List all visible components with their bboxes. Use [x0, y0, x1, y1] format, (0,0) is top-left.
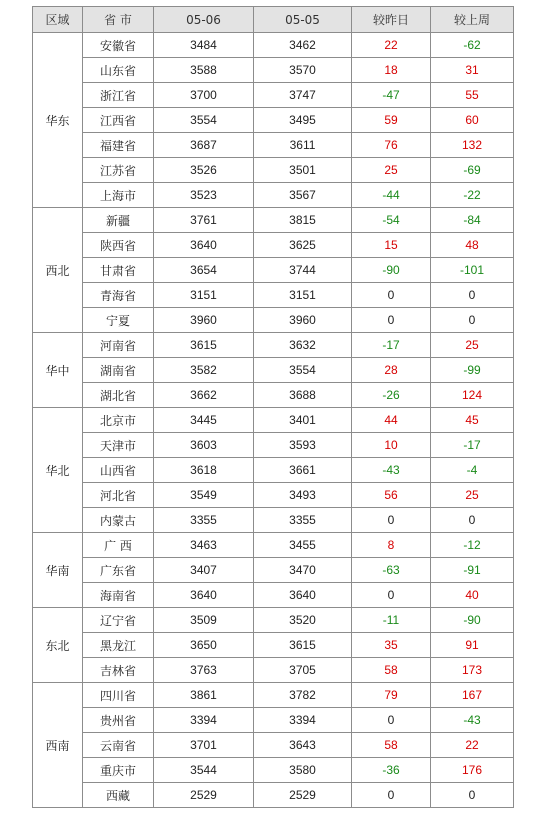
province-cell: 重庆市: [83, 758, 154, 783]
province-cell: 云南省: [83, 733, 154, 758]
vs-yesterday-cell: 44: [352, 408, 431, 433]
vs-yesterday-cell: -36: [352, 758, 431, 783]
vs-yesterday-cell: -47: [352, 83, 431, 108]
vs-last-week-cell: 45: [431, 408, 514, 433]
price-0505-cell: 3493: [254, 483, 352, 508]
price-0506-cell: 3861: [154, 683, 254, 708]
table-header: [33, 7, 514, 33]
vs-yesterday-cell: -26: [352, 383, 431, 408]
vs-yesterday-cell: 25: [352, 158, 431, 183]
vs-last-week-cell: 176: [431, 758, 514, 783]
table-row: [33, 608, 514, 633]
price-0506-cell: 3582: [154, 358, 254, 383]
price-0505-cell: 3462: [254, 33, 352, 58]
province-cell: 江西省: [83, 108, 154, 133]
vs-yesterday-cell: -11: [352, 608, 431, 633]
region-cell: 华北: [33, 408, 83, 533]
table-row: [33, 233, 514, 258]
province-cell: 黑龙江: [83, 633, 154, 658]
price-0505-cell: 3501: [254, 158, 352, 183]
vs-last-week-cell: 22: [431, 733, 514, 758]
province-cell: 青海省: [83, 283, 154, 308]
price-0505-cell: 3567: [254, 183, 352, 208]
price-0506-cell: 3960: [154, 308, 254, 333]
table-row: [33, 158, 514, 183]
table-row: [33, 33, 514, 58]
price-0506-cell: 3588: [154, 58, 254, 83]
price-0505-cell: 3661: [254, 458, 352, 483]
province-cell: 内蒙古: [83, 508, 154, 533]
price-0505-cell: 3705: [254, 658, 352, 683]
table-row: [33, 408, 514, 433]
province-cell: 广 西: [83, 533, 154, 558]
price-0506-cell: 3151: [154, 283, 254, 308]
price-0505-cell: 3611: [254, 133, 352, 158]
table-row: [33, 733, 514, 758]
price-0505-cell: 3151: [254, 283, 352, 308]
price-0505-cell: 3554: [254, 358, 352, 383]
price-0506-cell: 3603: [154, 433, 254, 458]
vs-yesterday-cell: 18: [352, 58, 431, 83]
vs-yesterday-cell: 15: [352, 233, 431, 258]
table-row: [33, 283, 514, 308]
vs-yesterday-cell: 0: [352, 783, 431, 808]
vs-yesterday-cell: -44: [352, 183, 431, 208]
vs-yesterday-cell: 76: [352, 133, 431, 158]
price-0506-cell: 3662: [154, 383, 254, 408]
vs-last-week-cell: 25: [431, 483, 514, 508]
region-cell: 西北: [33, 208, 83, 333]
vs-last-week-cell: -12: [431, 533, 514, 558]
vs-last-week-cell: 167: [431, 683, 514, 708]
price-0506-cell: 3509: [154, 608, 254, 633]
price-0506-cell: 3618: [154, 458, 254, 483]
region-cell: 东北: [33, 608, 83, 683]
table-row: [33, 108, 514, 133]
table-row: [33, 483, 514, 508]
price-0505-cell: 3625: [254, 233, 352, 258]
price-0505-cell: 3520: [254, 608, 352, 633]
price-0505-cell: 3744: [254, 258, 352, 283]
price-0506-cell: 3615: [154, 333, 254, 358]
table-row: [33, 533, 514, 558]
province-cell: 广东省: [83, 558, 154, 583]
header-province: 省 市: [83, 7, 154, 33]
price-0506-cell: 3549: [154, 483, 254, 508]
table-row: [33, 658, 514, 683]
vs-last-week-cell: 55: [431, 83, 514, 108]
vs-last-week-cell: -91: [431, 558, 514, 583]
province-cell: 山西省: [83, 458, 154, 483]
province-cell: 上海市: [83, 183, 154, 208]
price-0505-cell: 3580: [254, 758, 352, 783]
province-cell: 新疆: [83, 208, 154, 233]
province-cell: 湖南省: [83, 358, 154, 383]
table-row: [33, 208, 514, 233]
price-0506-cell: 3523: [154, 183, 254, 208]
vs-yesterday-cell: 0: [352, 283, 431, 308]
vs-last-week-cell: 31: [431, 58, 514, 83]
table-row: [33, 58, 514, 83]
vs-last-week-cell: -99: [431, 358, 514, 383]
vs-yesterday-cell: -43: [352, 458, 431, 483]
vs-yesterday-cell: 58: [352, 658, 431, 683]
province-cell: 河北省: [83, 483, 154, 508]
price-0506-cell: 3526: [154, 158, 254, 183]
province-cell: 湖北省: [83, 383, 154, 408]
vs-last-week-cell: 40: [431, 583, 514, 608]
header-row: [33, 7, 514, 33]
price-0505-cell: 3615: [254, 633, 352, 658]
vs-yesterday-cell: 10: [352, 433, 431, 458]
price-0506-cell: 3654: [154, 258, 254, 283]
vs-yesterday-cell: 22: [352, 33, 431, 58]
vs-yesterday-cell: 79: [352, 683, 431, 708]
header-vs-yesterday: 较昨日: [352, 7, 431, 33]
price-0505-cell: 3632: [254, 333, 352, 358]
header-date-0506: 05-06: [154, 7, 254, 33]
vs-last-week-cell: 132: [431, 133, 514, 158]
province-cell: 河南省: [83, 333, 154, 358]
province-cell: 辽宁省: [83, 608, 154, 633]
vs-last-week-cell: 0: [431, 783, 514, 808]
price-0505-cell: 3394: [254, 708, 352, 733]
vs-last-week-cell: -4: [431, 458, 514, 483]
price-0505-cell: 3470: [254, 558, 352, 583]
price-0506-cell: 3394: [154, 708, 254, 733]
price-0505-cell: 3401: [254, 408, 352, 433]
price-0505-cell: 3747: [254, 83, 352, 108]
vs-yesterday-cell: 59: [352, 108, 431, 133]
vs-yesterday-cell: 0: [352, 708, 431, 733]
price-0505-cell: 3495: [254, 108, 352, 133]
table-row: [33, 758, 514, 783]
province-cell: 甘肃省: [83, 258, 154, 283]
table-row: [33, 258, 514, 283]
vs-yesterday-cell: -17: [352, 333, 431, 358]
vs-last-week-cell: -101: [431, 258, 514, 283]
province-cell: 江苏省: [83, 158, 154, 183]
price-0505-cell: 3640: [254, 583, 352, 608]
price-table: [32, 6, 514, 808]
table-row: [33, 783, 514, 808]
price-0506-cell: 3407: [154, 558, 254, 583]
price-0505-cell: 3355: [254, 508, 352, 533]
vs-yesterday-cell: 0: [352, 508, 431, 533]
table-row: [33, 558, 514, 583]
price-0505-cell: 3688: [254, 383, 352, 408]
price-0506-cell: 3355: [154, 508, 254, 533]
vs-last-week-cell: -84: [431, 208, 514, 233]
price-0505-cell: 3455: [254, 533, 352, 558]
vs-last-week-cell: -62: [431, 33, 514, 58]
region-cell: 西南: [33, 683, 83, 808]
vs-last-week-cell: 60: [431, 108, 514, 133]
vs-yesterday-cell: 28: [352, 358, 431, 383]
vs-last-week-cell: 0: [431, 283, 514, 308]
table-row: [33, 458, 514, 483]
vs-last-week-cell: 124: [431, 383, 514, 408]
vs-yesterday-cell: -63: [352, 558, 431, 583]
table-row: [33, 433, 514, 458]
price-0506-cell: 3544: [154, 758, 254, 783]
table-row: [33, 508, 514, 533]
header-vs-last-week: 较上周: [431, 7, 514, 33]
price-0506-cell: 3554: [154, 108, 254, 133]
province-cell: 贵州省: [83, 708, 154, 733]
price-0506-cell: 3763: [154, 658, 254, 683]
vs-last-week-cell: 0: [431, 308, 514, 333]
vs-last-week-cell: -17: [431, 433, 514, 458]
vs-last-week-cell: 173: [431, 658, 514, 683]
region-cell: 华中: [33, 333, 83, 408]
header-region: 区域: [33, 7, 83, 33]
price-0506-cell: 3701: [154, 733, 254, 758]
table-row: [33, 633, 514, 658]
price-0506-cell: 3640: [154, 233, 254, 258]
table-body: [33, 33, 514, 808]
vs-yesterday-cell: 56: [352, 483, 431, 508]
region-cell: 华东: [33, 33, 83, 208]
province-cell: 陕西省: [83, 233, 154, 258]
price-0505-cell: 3593: [254, 433, 352, 458]
price-0506-cell: 3445: [154, 408, 254, 433]
province-cell: 浙江省: [83, 83, 154, 108]
table-row: [33, 308, 514, 333]
header-date-0505: 05-05: [254, 7, 352, 33]
price-0505-cell: 3815: [254, 208, 352, 233]
table-row: [33, 583, 514, 608]
province-cell: 海南省: [83, 583, 154, 608]
price-0505-cell: 3643: [254, 733, 352, 758]
region-cell: 华南: [33, 533, 83, 608]
price-0506-cell: 3650: [154, 633, 254, 658]
price-0506-cell: 3687: [154, 133, 254, 158]
province-cell: 西藏: [83, 783, 154, 808]
table-row: [33, 83, 514, 108]
price-0506-cell: 3761: [154, 208, 254, 233]
vs-yesterday-cell: -54: [352, 208, 431, 233]
province-cell: 宁夏: [83, 308, 154, 333]
price-0506-cell: 3700: [154, 83, 254, 108]
vs-last-week-cell: 25: [431, 333, 514, 358]
province-cell: 四川省: [83, 683, 154, 708]
table-row: [33, 708, 514, 733]
price-0505-cell: 3960: [254, 308, 352, 333]
table-row: [33, 333, 514, 358]
price-0505-cell: 3570: [254, 58, 352, 83]
price-0505-cell: 2529: [254, 783, 352, 808]
table-row: [33, 183, 514, 208]
table-row: [33, 683, 514, 708]
vs-yesterday-cell: -90: [352, 258, 431, 283]
vs-yesterday-cell: 0: [352, 308, 431, 333]
province-cell: 山东省: [83, 58, 154, 83]
province-cell: 福建省: [83, 133, 154, 158]
vs-last-week-cell: 0: [431, 508, 514, 533]
table-row: [33, 358, 514, 383]
table-row: [33, 133, 514, 158]
vs-yesterday-cell: 0: [352, 583, 431, 608]
table-row: [33, 383, 514, 408]
province-cell: 北京市: [83, 408, 154, 433]
vs-yesterday-cell: 35: [352, 633, 431, 658]
vs-yesterday-cell: 58: [352, 733, 431, 758]
province-cell: 吉林省: [83, 658, 154, 683]
vs-last-week-cell: 48: [431, 233, 514, 258]
price-0506-cell: 2529: [154, 783, 254, 808]
price-0506-cell: 3484: [154, 33, 254, 58]
price-0505-cell: 3782: [254, 683, 352, 708]
price-0506-cell: 3463: [154, 533, 254, 558]
vs-last-week-cell: 91: [431, 633, 514, 658]
vs-last-week-cell: -90: [431, 608, 514, 633]
vs-yesterday-cell: 8: [352, 533, 431, 558]
price-0506-cell: 3640: [154, 583, 254, 608]
vs-last-week-cell: -22: [431, 183, 514, 208]
province-cell: 安徽省: [83, 33, 154, 58]
vs-last-week-cell: -69: [431, 158, 514, 183]
vs-last-week-cell: -43: [431, 708, 514, 733]
province-cell: 天津市: [83, 433, 154, 458]
